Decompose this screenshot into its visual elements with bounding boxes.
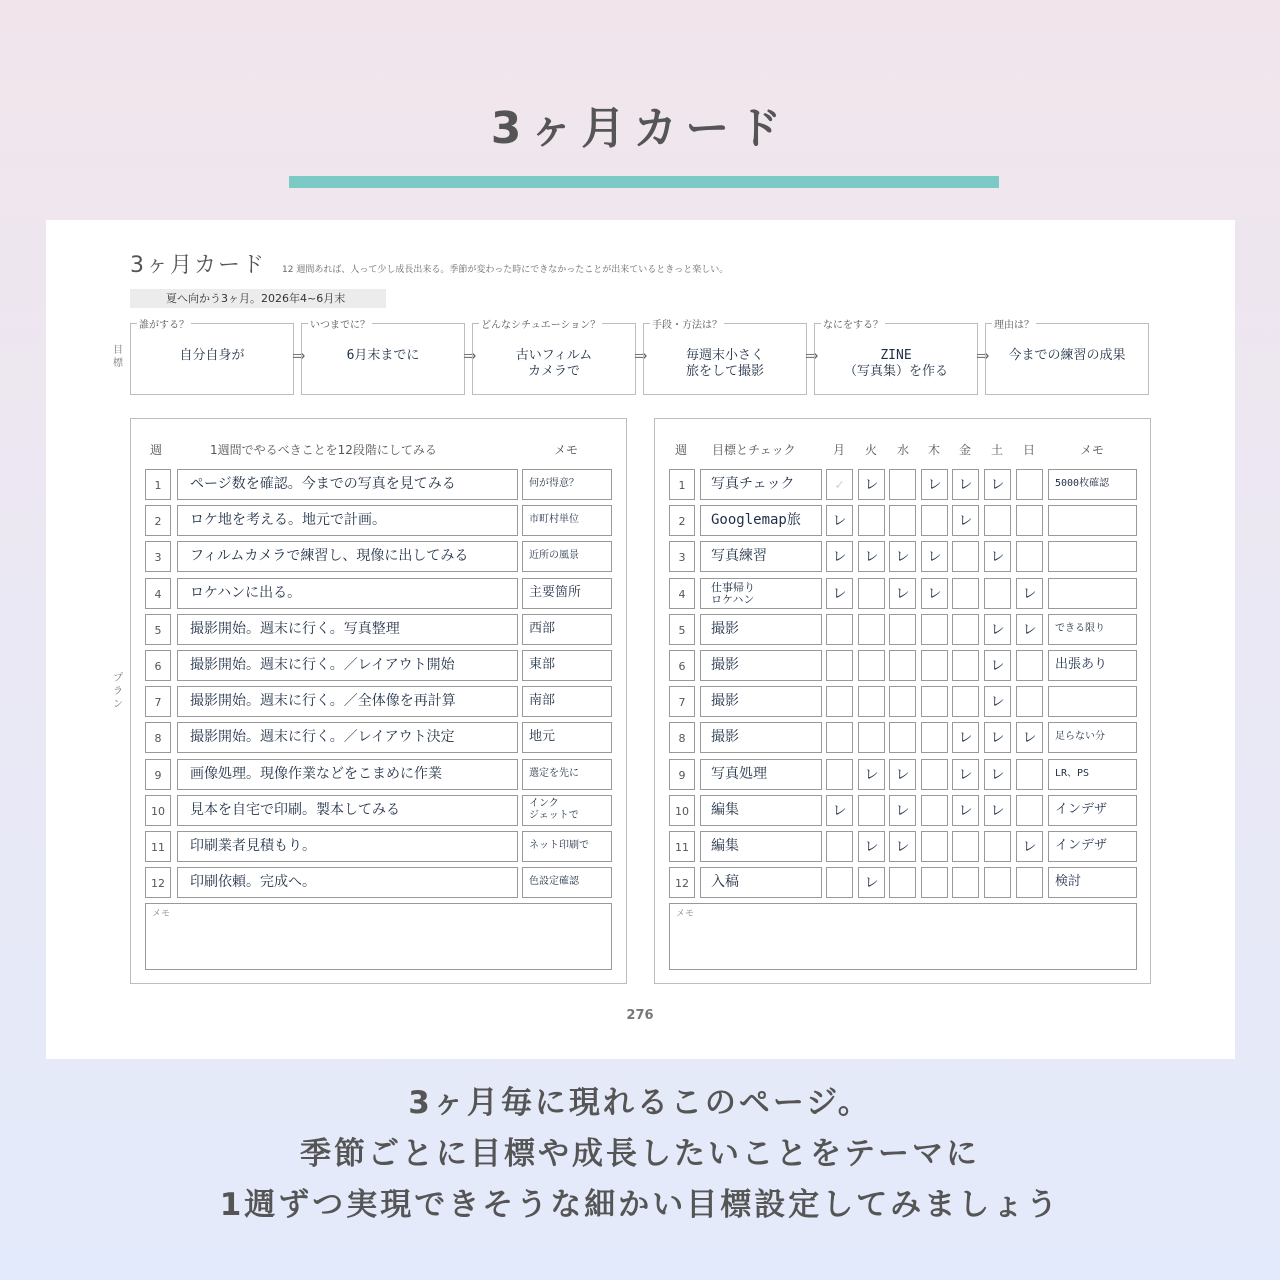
goal-check-cell[interactable]: 写真チェック [700,469,822,500]
day-checkbox[interactable]: レ [889,795,916,826]
week-number-cell: 7 [669,686,695,717]
week-number-cell: 9 [669,759,695,790]
day-checkbox[interactable] [1016,541,1043,572]
day-checkbox[interactable]: レ [858,831,885,862]
arrow-icon: ⇒ [292,346,306,365]
day-checkbox[interactable]: レ [1016,578,1043,609]
day-checkbox[interactable] [889,614,916,645]
task-cell[interactable]: 見本を自宅で印刷。製本してみる [177,795,518,826]
memo-cell[interactable]: 地元 [522,722,612,753]
goal-box[interactable] [985,320,1149,395]
week-number-cell: 5 [669,614,695,645]
week-number-cell: 7 [145,686,171,717]
day-checkbox[interactable]: レ [1016,722,1043,753]
day-checkbox[interactable]: レ [984,686,1011,717]
day-checkbox[interactable]: レ [889,759,916,790]
plan-side-label: プラン [113,673,123,710]
memo-cell[interactable]: インデザ [1048,795,1137,826]
goal-label: 手段・方法は？ [650,316,724,331]
day-checkbox[interactable] [921,831,948,862]
week-number-cell: 2 [669,505,695,536]
day-header-tue: 火 [865,443,878,457]
day-checkbox[interactable]: レ [921,578,948,609]
day-checkbox[interactable]: レ [984,614,1011,645]
day-checkbox[interactable] [984,831,1011,862]
page-number: 276 [626,1008,654,1023]
goal-check-cell[interactable]: 仕事帰り ロケハン [700,578,822,609]
goal-check-cell[interactable]: Googlemap旅 [700,505,822,536]
day-checkbox[interactable] [858,578,885,609]
goal-label: 誰がする？ [137,316,191,331]
goal-label: いつまでに？ [308,316,372,331]
day-checkbox[interactable]: レ [952,722,979,753]
week-number-cell: 11 [145,831,171,862]
week-number-cell: 6 [145,650,171,681]
caption-line: 1週ずつ実現できそうな細かい目標設定してみましょう [219,1187,1061,1223]
day-checkbox[interactable]: レ [984,541,1011,572]
week-number-cell: 10 [669,795,695,826]
goal-value: 古いフィルム カメラで [515,348,593,379]
day-checkbox[interactable] [858,614,885,645]
day-checkbox[interactable] [921,795,948,826]
day-checkbox[interactable] [1016,650,1043,681]
day-checkbox[interactable] [921,722,948,753]
left-memo-header: メモ [554,443,579,457]
week-number-cell: 8 [669,722,695,753]
day-checkbox[interactable]: レ [1016,831,1043,862]
day-checkbox[interactable]: レ [984,795,1011,826]
week-number-cell: 6 [669,650,695,681]
day-checkbox[interactable]: レ [921,541,948,572]
task-cell[interactable]: ロケ地を考える。地元で計画。 [177,505,518,536]
day-checkbox[interactable]: レ [952,505,979,536]
day-checkbox[interactable] [984,578,1011,609]
memo-cell[interactable]: 南部 [522,686,612,717]
day-header-wed: 水 [897,443,910,457]
day-checkbox[interactable] [889,686,916,717]
goal-label: どんなシチュエーション？ [479,316,602,331]
day-checkbox[interactable] [858,686,885,717]
memo-cell[interactable] [1048,686,1137,717]
day-checkbox[interactable]: レ [826,541,853,572]
day-header-fri: 金 [959,443,972,457]
goal-box[interactable] [130,320,294,395]
goal-value: 今までの練習の成果 [1008,348,1126,363]
task-cell[interactable]: ページ数を確認。今までの写真を見てみる [177,469,518,500]
goal-check-cell[interactable]: 撮影 [700,686,822,717]
day-checkbox[interactable] [921,650,948,681]
week-number-cell: 1 [669,469,695,500]
day-checkbox[interactable] [1016,795,1043,826]
memo-cell[interactable] [1048,505,1137,536]
accent-bar [289,176,999,188]
memo-cell[interactable]: 市町村単位 [522,505,612,536]
left-week-header: 週 [150,443,163,457]
goal-side-label: 目標 [113,345,123,369]
goal-label: なにをする？ [821,316,885,331]
memo-cell[interactable]: LR、PS [1048,759,1137,790]
day-checkbox[interactable] [889,469,916,500]
day-checkbox[interactable]: レ [952,795,979,826]
day-checkbox[interactable] [921,686,948,717]
memo-cell[interactable] [1048,541,1137,572]
day-checkbox[interactable] [858,650,885,681]
left-task-header: 1週間でやるべきことを12段階にしてみる [210,443,437,457]
goal-value: 6月末までに [346,348,420,363]
goal-check-cell[interactable]: 編集 [700,831,822,862]
day-checkbox[interactable] [952,541,979,572]
day-checkbox[interactable] [826,759,853,790]
day-checkbox[interactable] [826,650,853,681]
day-checkbox[interactable] [858,795,885,826]
goal-box[interactable] [643,320,807,395]
day-checkbox[interactable] [984,505,1011,536]
day-checkbox[interactable]: レ [826,795,853,826]
memo-cell[interactable]: インデザ [1048,831,1137,862]
day-checkbox[interactable] [984,867,1011,898]
day-checkbox[interactable]: レ [952,469,979,500]
week-number-cell: 3 [145,541,171,572]
memo-cell[interactable]: 東部 [522,650,612,681]
goal-check-cell[interactable]: 写真練習 [700,541,822,572]
memo-cell[interactable]: 西部 [522,614,612,645]
day-checkbox[interactable]: レ [858,867,885,898]
day-checkbox[interactable] [826,867,853,898]
week-number-cell: 4 [145,578,171,609]
day-checkbox[interactable]: レ [889,578,916,609]
memo-cell[interactable]: 選定を先に [522,759,612,790]
day-checkbox[interactable] [1016,505,1043,536]
day-checkbox[interactable] [952,686,979,717]
memo-cell[interactable]: 出張あり [1048,650,1137,681]
goal-box[interactable] [814,320,978,395]
memo-cell[interactable]: ネット印刷で [522,831,612,862]
memo-cell[interactable]: 検討 [1048,867,1137,898]
goal-label: 理由は？ [992,316,1036,331]
right-memo-box[interactable] [669,903,1137,970]
day-checkbox[interactable] [826,831,853,862]
day-checkbox[interactable] [952,578,979,609]
day-checkbox[interactable]: レ [826,505,853,536]
day-checkbox[interactable] [858,722,885,753]
memo-cell[interactable]: 5000枚確認 [1048,469,1137,500]
task-cell[interactable]: 撮影開始。週末に行く。／レイアウト決定 [177,722,518,753]
day-checkbox[interactable] [921,614,948,645]
day-checkbox[interactable] [952,831,979,862]
day-checkbox[interactable] [952,867,979,898]
week-number-cell: 11 [669,831,695,862]
day-checkbox[interactable] [921,867,948,898]
day-checkbox[interactable]: レ [952,759,979,790]
day-header-thu: 木 [928,443,941,457]
week-number-cell: 5 [145,614,171,645]
day-checkbox[interactable]: レ [984,469,1011,500]
arrow-icon: ⇒ [805,346,819,365]
theme-field[interactable]: 夏へ向かう3ヶ月。2026年4~6月末 [130,289,386,308]
day-checkbox[interactable]: レ [858,541,885,572]
day-checkbox[interactable] [921,505,948,536]
headline: 3ヶ月カード [490,103,790,154]
card-title: 3ヶ月カード [130,253,266,278]
day-checkbox[interactable] [826,614,853,645]
day-checkbox[interactable]: ✓ [826,469,853,500]
day-checkbox[interactable]: レ [858,759,885,790]
day-header-sun: 日 [1023,443,1036,457]
right-week-header: 週 [675,443,688,457]
day-checkbox[interactable] [1016,759,1043,790]
day-checkbox[interactable] [889,867,916,898]
day-checkbox[interactable]: レ [826,578,853,609]
day-checkbox[interactable] [889,722,916,753]
day-checkbox[interactable]: レ [984,650,1011,681]
day-checkbox[interactable]: レ [921,469,948,500]
week-number-cell: 12 [145,867,171,898]
day-checkbox[interactable] [826,722,853,753]
task-cell[interactable]: 画像処理。現像作業などをこまめに作業 [177,759,518,790]
goal-check-cell[interactable]: 編集 [700,795,822,826]
week-number-cell: 12 [669,867,695,898]
day-checkbox[interactable] [889,650,916,681]
task-cell[interactable]: 印刷依頼。完成へ。 [177,867,518,898]
right-memo-header: メモ [1080,443,1105,457]
goal-check-cell[interactable]: 写真処理 [700,759,822,790]
day-checkbox[interactable]: レ [889,541,916,572]
goal-check-cell[interactable]: 撮影 [700,722,822,753]
week-number-cell: 3 [669,541,695,572]
day-checkbox[interactable] [952,650,979,681]
day-checkbox[interactable] [889,505,916,536]
memo-cell[interactable]: 主要箇所 [522,578,612,609]
day-checkbox[interactable] [952,614,979,645]
day-checkbox[interactable] [921,759,948,790]
task-cell[interactable]: ロケハンに出る。 [177,578,518,609]
left-memo-label: メモ [152,909,171,919]
caption [0,1078,1280,1231]
arrow-icon: ⇒ [976,346,990,365]
day-checkbox[interactable]: レ [889,831,916,862]
task-cell[interactable]: 撮影開始。週末に行く。／全体像を再計算 [177,686,518,717]
day-checkbox[interactable] [1016,867,1043,898]
memo-cell[interactable]: 足らない分 [1048,722,1137,753]
goal-value: 自分自身が [179,348,245,363]
memo-cell[interactable]: インク ジェットで [522,795,612,826]
goal-value: 毎週末小さく 旅をして撮影 [685,348,764,379]
day-header-mon: 月 [833,443,846,457]
task-cell[interactable]: 撮影開始。週末に行く。／レイアウト開始 [177,650,518,681]
task-cell[interactable]: 撮影開始。週末に行く。写真整理 [177,614,518,645]
week-number-cell: 2 [145,505,171,536]
caption-line: 3ヶ月毎に現れるこのページ。 [408,1085,872,1121]
arrow-icon: ⇒ [634,346,648,365]
week-number-cell: 10 [145,795,171,826]
day-checkbox[interactable]: レ [1016,614,1043,645]
memo-cell[interactable] [1048,578,1137,609]
arrow-icon: ⇒ [463,346,477,365]
goal-box[interactable] [301,320,465,395]
task-cell[interactable]: 印刷業者見積もり。 [177,831,518,862]
week-number-cell: 8 [145,722,171,753]
left-memo-box[interactable] [145,903,612,970]
goal-value: ZINE （写真集）を作る [843,348,948,379]
day-checkbox[interactable]: レ [984,759,1011,790]
right-goal-header: 目標とチェック [712,443,796,457]
day-checkbox[interactable] [858,505,885,536]
day-checkbox[interactable] [1016,469,1043,500]
goal-check-cell[interactable]: 入稿 [700,867,822,898]
week-number-cell: 1 [145,469,171,500]
right-memo-label: メモ [676,909,695,919]
goal-check-cell[interactable]: 撮影 [700,650,822,681]
memo-cell[interactable]: 近所の風景 [522,541,612,572]
day-header-sat: 土 [991,443,1004,457]
task-cell[interactable]: フィルムカメラで練習し、現像に出してみる [177,541,518,572]
day-checkbox[interactable]: レ [858,469,885,500]
goal-check-cell[interactable]: 撮影 [700,614,822,645]
memo-cell[interactable]: できる限り [1048,614,1137,645]
week-number-cell: 4 [669,578,695,609]
card-subtitle: 12 週間あれば、人って少し成長出来る。季節が変わった時にできなかったことが出来ているときっと楽しい。 [282,265,729,275]
memo-cell[interactable]: 何が得意？ [522,469,612,500]
memo-cell[interactable]: 色設定確認 [522,867,612,898]
day-checkbox[interactable] [826,686,853,717]
day-checkbox[interactable] [1016,686,1043,717]
goal-box[interactable] [472,320,636,395]
caption-line: 季節ごとに目標や成長したいことをテーマに [300,1136,980,1172]
week-number-cell: 9 [145,759,171,790]
day-checkbox[interactable]: レ [984,722,1011,753]
